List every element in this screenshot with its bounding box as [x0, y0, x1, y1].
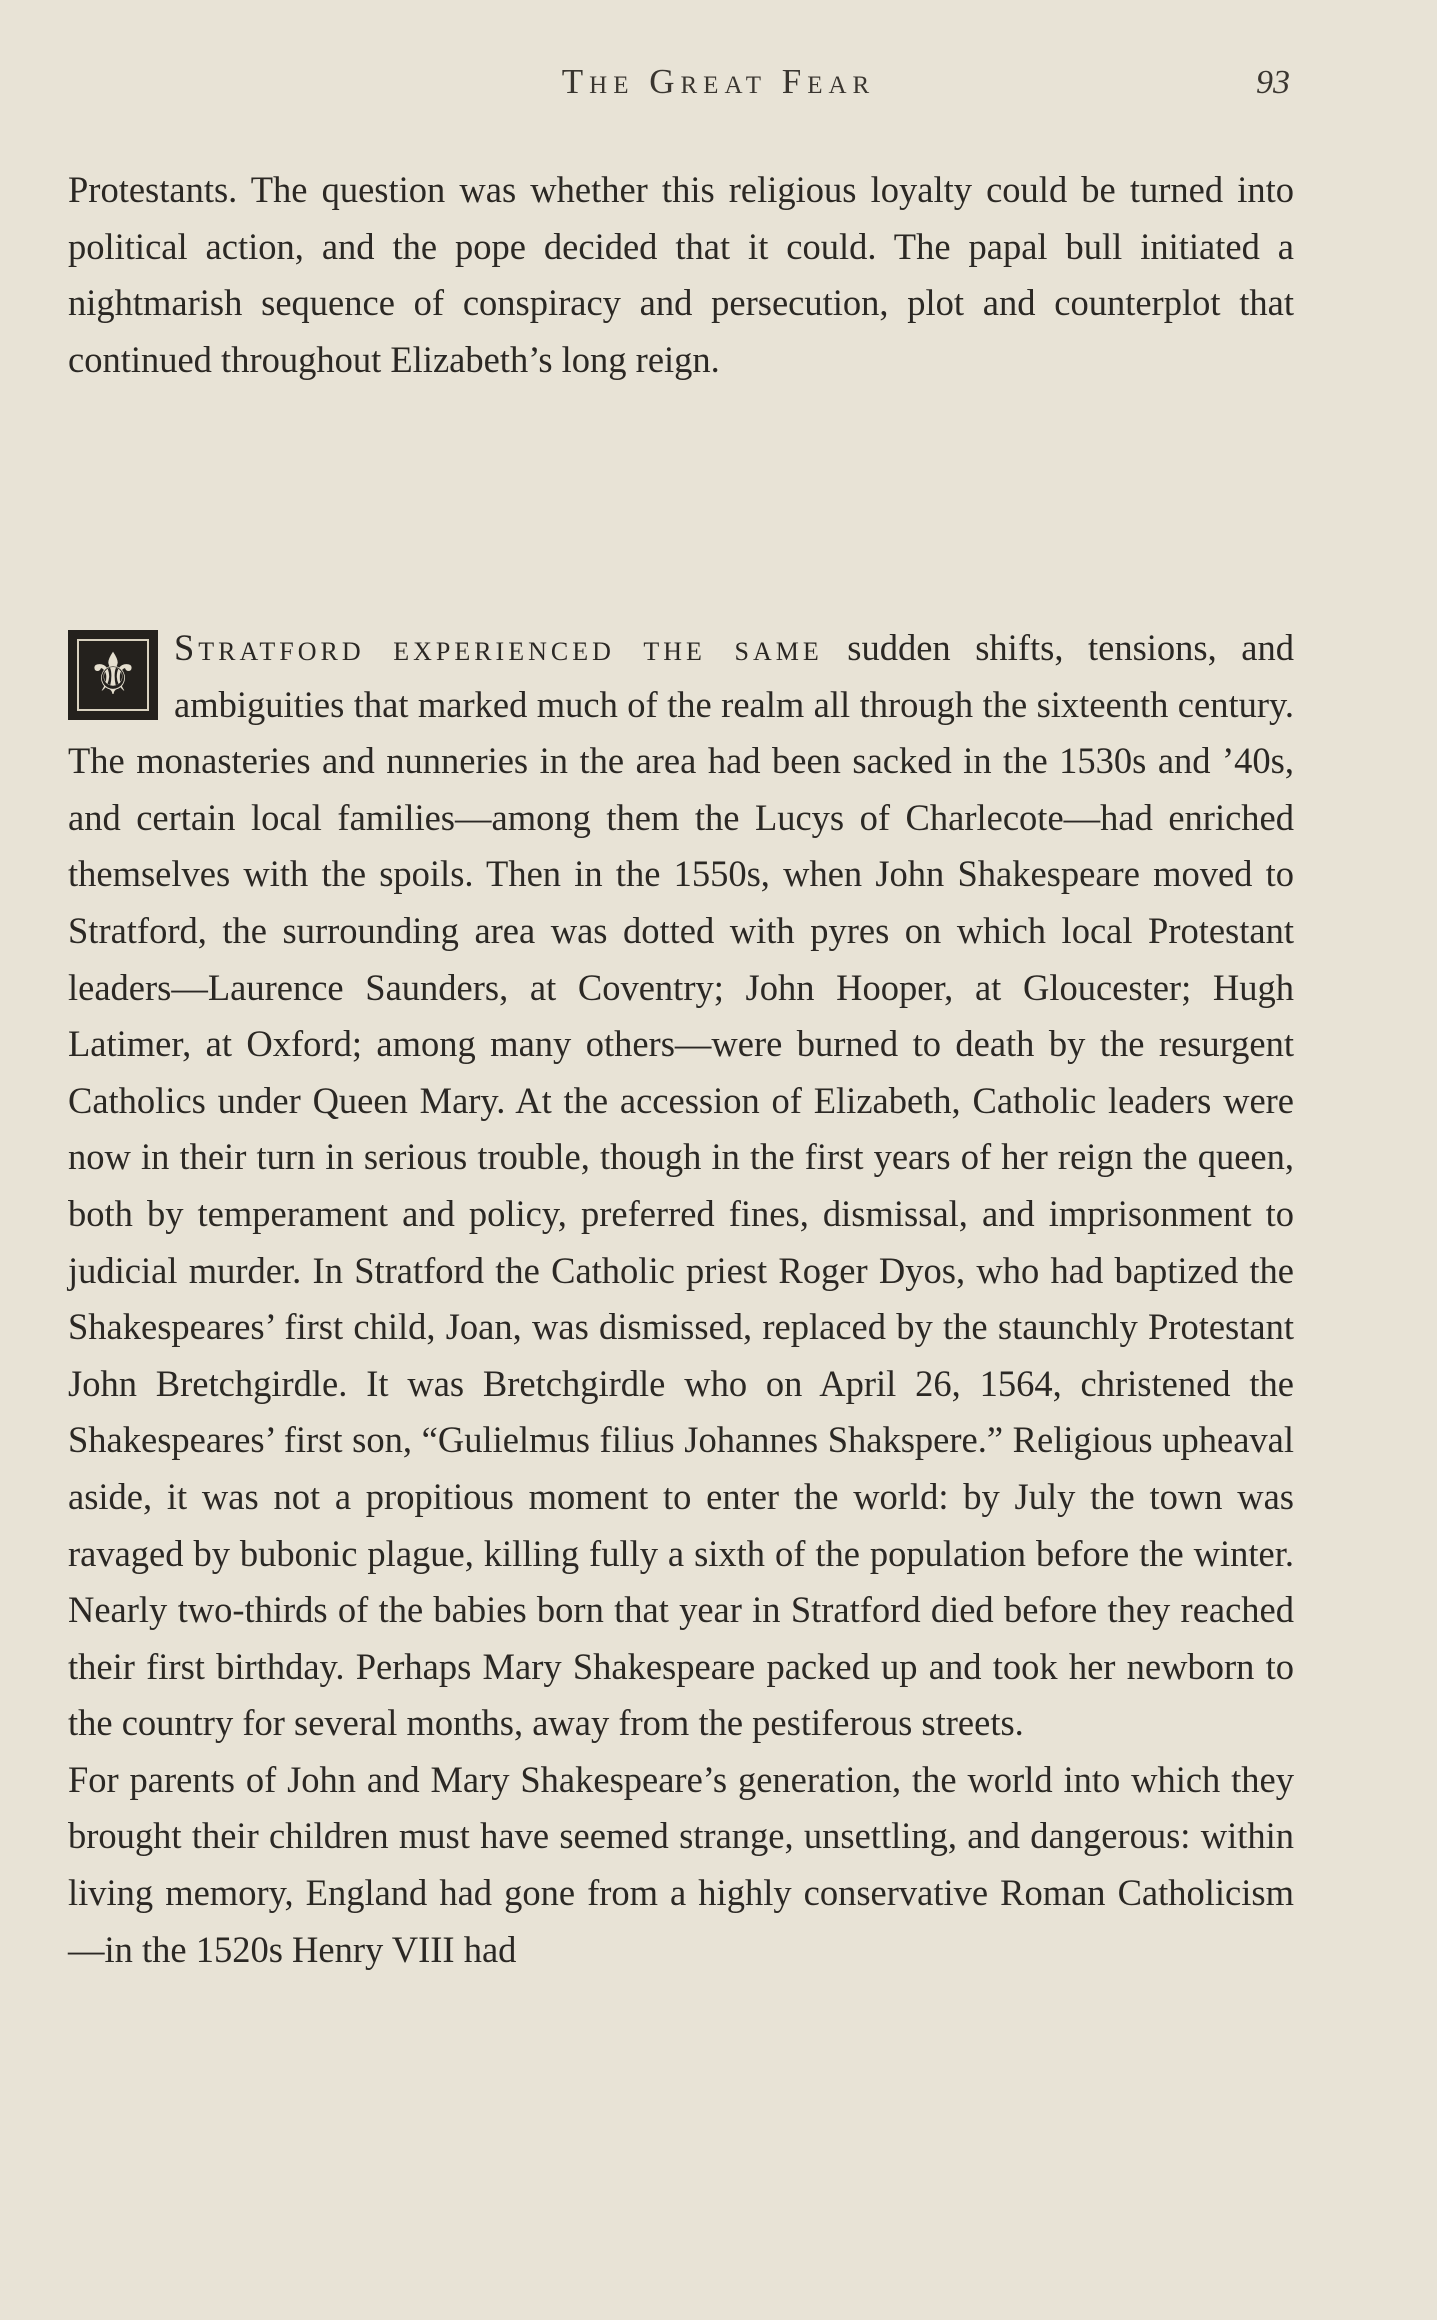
following-paragraph: For parents of John and Mary Shakespeare’s generation, the world into which they brought their children must have seemed strange, unsettling, and dangerous: within living memory, England had gone from a highly conservative Roman Catholicism—in the 1520s Henry VIII had — [68, 1758, 1294, 1970]
small-caps-lead-in: Stratford experienced the same — [174, 627, 823, 668]
opening-paragraph-block — [68, 162, 1294, 388]
ornament-glyph: ⚜ — [77, 639, 149, 711]
running-head — [0, 62, 1437, 112]
section-block — [68, 620, 1294, 1978]
page-number: 93 — [1256, 64, 1290, 101]
section-opening-text: sudden shifts, tensions, and ambiguities that marked much of the realm all through the sixteenth century. The monasteries and nunneries in the area had been sacked in the 1530s and ’40s, and certain local families—among them the Lucys of Charlecote—had enriched themselves with the spoils. Then in the 1550s, when John Shakespeare moved to Stratford, the surrounding area was dotted with pyres on which local Protestant leaders—Laurence Saunders, at Coventry; John Hooper, at Gloucester; Hugh Latimer, at Oxford; among many others—were burned to death by the resurgent Catholics under Queen Mary. At the accession of Elizabeth, Catholic leaders were now in their turn in serious trouble, though in the first years of her reign the queen, both by temperament and policy, preferred fines, dismissal, and imprisonment to judicial murder. In Stratford the Catholic priest Roger Dyos, who had baptized the Shakespeares’ first child, Joan, was dismissed, replaced by the staunchly Protestant John Bretchgirdle. It was Bretchgirdle who on April 26, 1564, christened the Shakespeares’ first son, “Gulielmus filius Johannes Shakspere.” Religious upheaval aside, it was not a propitious moment to enter the world: by July the town was ravaged by bubonic plague, killing fully a sixth of the population before the winter. Nearly two-thirds of the babies born that year in Stratford died before they reached their first birthday. Perhaps Mary Shakespeare packed up and took her newborn to the country for several months, away from the pestiferous streets. — [68, 627, 1295, 1744]
running-title: The Great Fear — [561, 62, 876, 101]
section-opening-paragraph — [68, 620, 1294, 1752]
fleur-de-lis-icon — [68, 630, 158, 720]
paragraph-continued: Protestants. The question was whether this religious loyalty could be turned into political action, and the pope decided that it could. The papal bull initiated a nightmarish sequence of conspiracy and persecution, plot and counterplot that continued throughout Elizabeth’s long reign. — [68, 169, 1294, 380]
